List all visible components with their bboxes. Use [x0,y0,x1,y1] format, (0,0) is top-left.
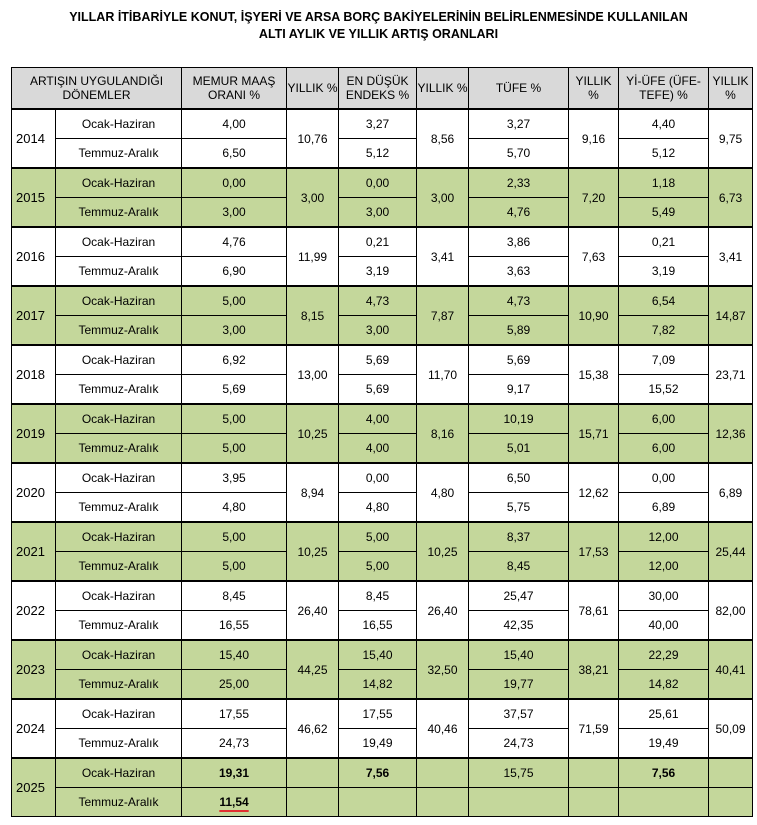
ufe-yillik-empty [709,788,753,817]
year-cell: 2019 [12,404,56,463]
table-row [12,611,753,641]
endeks-yillik: 8,16 [417,404,469,463]
ufe-value: 12,00 [619,552,709,582]
table-body [12,109,753,817]
table-row [12,404,753,434]
period-label: Temmuz-Aralık [56,139,182,169]
endeks-yillik: 11,70 [417,345,469,404]
year-cell: 2021 [12,522,56,581]
highlighted-value: 11,54 [219,795,249,809]
tufe-value: 15,75 [469,758,569,788]
period-label: Ocak-Haziran [56,168,182,198]
ufe-value: 40,00 [619,611,709,641]
table-row [12,670,753,700]
period-label: Ocak-Haziran [56,404,182,434]
ufe-value: 22,29 [619,640,709,670]
ufe-value: 6,00 [619,434,709,464]
header-period: ARTIŞIN UYGULANDIĞI DÖNEMLER [12,68,182,110]
period-label: Temmuz-Aralık [56,493,182,523]
memur-value: 17,55 [182,699,287,729]
period-label: Temmuz-Aralık [56,375,182,405]
endeks-value: 4,73 [339,286,417,316]
ufe-yillik: 50,09 [709,699,753,758]
ufe-value: 5,12 [619,139,709,169]
endeks-value: 16,55 [339,611,417,641]
tufe-value: 42,35 [469,611,569,641]
table-row [12,493,753,523]
memur-value: 5,00 [182,286,287,316]
ufe-value: 0,00 [619,463,709,493]
memur-yillik: 44,25 [287,640,339,699]
period-label: Temmuz-Aralık [56,670,182,700]
table-row [12,434,753,464]
endeks-value: 5,00 [339,552,417,582]
endeks-yillik: 3,41 [417,227,469,286]
year-cell: 2015 [12,168,56,227]
period-label: Temmuz-Aralık [56,788,182,817]
ufe-value: 30,00 [619,581,709,611]
tufe-yillik: 9,16 [569,109,619,168]
memur-value: 4,00 [182,109,287,139]
ufe-yillik: 23,71 [709,345,753,404]
endeks-value: 14,82 [339,670,417,700]
year-cell: 2018 [12,345,56,404]
memur-yillik: 8,94 [287,463,339,522]
endeks-value: 3,19 [339,257,417,287]
ufe-yillik: 3,41 [709,227,753,286]
period-label: Temmuz-Aralık [56,552,182,582]
period-label: Ocak-Haziran [56,286,182,316]
header-en-dusuk-endeks: EN DÜŞÜK ENDEKS % [339,68,417,110]
memur-value: 8,45 [182,581,287,611]
memur-value: 5,69 [182,375,287,405]
memur-value: 4,76 [182,227,287,257]
ufe-yillik: 9,75 [709,109,753,168]
tufe-yillik: 10,90 [569,286,619,345]
tufe-value: 24,73 [469,729,569,759]
period-label: Ocak-Haziran [56,640,182,670]
endeks-yillik: 40,46 [417,699,469,758]
memur-yillik: 46,62 [287,699,339,758]
endeks-value: 0,00 [339,463,417,493]
period-label: Temmuz-Aralık [56,198,182,228]
memur-value: 16,55 [182,611,287,641]
memur-yillik-empty [287,788,339,817]
tufe-value: 5,89 [469,316,569,346]
tufe-value: 8,37 [469,522,569,552]
tufe-value: 5,70 [469,139,569,169]
memur-yillik: 10,25 [287,404,339,463]
header-memur: MEMUR MAAŞ ORANI % [182,68,287,110]
endeks-yillik: 4,80 [417,463,469,522]
endeks-value: 5,12 [339,139,417,169]
endeks-value: 3,00 [339,316,417,346]
memur-yillik [287,758,339,788]
ufe-value: 19,49 [619,729,709,759]
period-label: Ocak-Haziran [56,522,182,552]
ufe-value: 1,18 [619,168,709,198]
memur-value: 5,00 [182,522,287,552]
tufe-value: 3,27 [469,109,569,139]
endeks-yillik: 8,56 [417,109,469,168]
ufe-yillik: 12,36 [709,404,753,463]
ufe-value: 7,09 [619,345,709,375]
tufe-yillik: 71,59 [569,699,619,758]
tufe-yillik: 15,71 [569,404,619,463]
rates-table [11,67,753,817]
table-row [12,758,753,788]
table-row [12,699,753,729]
tufe-value: 10,19 [469,404,569,434]
year-cell: 2022 [12,581,56,640]
year-cell: 2020 [12,463,56,522]
memur-value: 3,95 [182,463,287,493]
endeks-yillik-empty [417,788,469,817]
endeks-yillik: 7,87 [417,286,469,345]
endeks-value: 5,69 [339,345,417,375]
document-title [0,9,757,43]
memur-yillik: 11,99 [287,227,339,286]
tufe-value: 6,50 [469,463,569,493]
table-row [12,788,753,817]
period-label: Temmuz-Aralık [56,434,182,464]
table-row [12,227,753,257]
table-row [12,198,753,228]
memur-yillik: 10,76 [287,109,339,168]
year-cell: 2023 [12,640,56,699]
table-row [12,168,753,198]
memur-value: 6,50 [182,139,287,169]
memur-value: 3,00 [182,198,287,228]
tufe-yillik-empty [569,788,619,817]
title-line-2: ALTI AYLIK VE YILLIK ARTIŞ ORANLARI [258,27,499,41]
ufe-yillik: 6,89 [709,463,753,522]
ufe-value: 6,00 [619,404,709,434]
header-yillik-1: YILLIK % [287,68,339,110]
ufe-yillik: 25,44 [709,522,753,581]
endeks-value: 4,80 [339,493,417,523]
table-row [12,522,753,552]
memur-value: 4,80 [182,493,287,523]
endeks-value: 15,40 [339,640,417,670]
ufe-value: 6,54 [619,286,709,316]
table-row [12,345,753,375]
memur-value: 6,90 [182,257,287,287]
endeks-value: 0,00 [339,168,417,198]
tufe-value: 15,40 [469,640,569,670]
memur-value: 25,00 [182,670,287,700]
period-label: Ocak-Haziran [56,463,182,493]
period-label: Ocak-Haziran [56,581,182,611]
endeks-yillik [417,758,469,788]
endeks-value: 4,00 [339,404,417,434]
ufe-yillik: 6,73 [709,168,753,227]
ufe-yillik: 14,87 [709,286,753,345]
tufe-yillik [569,758,619,788]
tufe-value: 19,77 [469,670,569,700]
endeks-value: 7,56 [339,758,417,788]
header-row [12,68,753,110]
tufe-value: 4,73 [469,286,569,316]
header-yi-ufe: Yİ-ÜFE (ÜFE-TEFE) % [619,68,709,110]
tufe-value: 5,75 [469,493,569,523]
tufe-yillik: 78,61 [569,581,619,640]
table-row [12,581,753,611]
endeks-yillik: 3,00 [417,168,469,227]
endeks-value: 3,00 [339,198,417,228]
ufe-value: 4,40 [619,109,709,139]
endeks-value [339,788,417,817]
ufe-value: 15,52 [619,375,709,405]
table-row [12,257,753,287]
endeks-value: 4,00 [339,434,417,464]
memur-value: 15,40 [182,640,287,670]
period-label: Ocak-Haziran [56,227,182,257]
table-row [12,463,753,493]
year-cell: 2016 [12,227,56,286]
memur-value: 6,92 [182,345,287,375]
tufe-value: 8,45 [469,552,569,582]
period-label: Temmuz-Aralık [56,257,182,287]
period-label: Ocak-Haziran [56,758,182,788]
memur-value [182,788,287,817]
memur-value: 19,31 [182,758,287,788]
endeks-value: 5,00 [339,522,417,552]
memur-yillik: 8,15 [287,286,339,345]
endeks-yillik: 26,40 [417,581,469,640]
table-row [12,552,753,582]
tufe-yillik: 15,38 [569,345,619,404]
table-row [12,286,753,316]
period-label: Temmuz-Aralık [56,611,182,641]
ufe-yillik [709,758,753,788]
period-label: Temmuz-Aralık [56,316,182,346]
endeks-value: 3,27 [339,109,417,139]
ufe-value [619,788,709,817]
endeks-yillik: 32,50 [417,640,469,699]
header-tufe: TÜFE % [469,68,569,110]
tufe-value: 9,17 [469,375,569,405]
ufe-value: 3,19 [619,257,709,287]
ufe-value: 5,49 [619,198,709,228]
period-label: Ocak-Haziran [56,109,182,139]
memur-yillik: 10,25 [287,522,339,581]
tufe-value: 3,63 [469,257,569,287]
memur-value: 5,00 [182,552,287,582]
endeks-value: 17,55 [339,699,417,729]
endeks-value: 5,69 [339,375,417,405]
tufe-value: 2,33 [469,168,569,198]
year-cell: 2024 [12,699,56,758]
memur-value: 5,00 [182,434,287,464]
memur-value: 3,00 [182,316,287,346]
title-line-1: YILLAR İTİBARİYLE KONUT, İŞYERİ VE ARSA BORÇ BAKİYELERİNİN BELİRLENMESİNDE KULLANILAN [69,10,688,24]
endeks-value: 19,49 [339,729,417,759]
year-cell: 2017 [12,286,56,345]
year-cell: 2025 [12,758,56,817]
tufe-value: 4,76 [469,198,569,228]
ufe-value: 6,89 [619,493,709,523]
ufe-value: 25,61 [619,699,709,729]
memur-value: 0,00 [182,168,287,198]
table-row [12,640,753,670]
tufe-value [469,788,569,817]
period-label: Ocak-Haziran [56,345,182,375]
ufe-value: 12,00 [619,522,709,552]
memur-yillik: 3,00 [287,168,339,227]
memur-value: 5,00 [182,404,287,434]
tufe-yillik: 7,63 [569,227,619,286]
period-label: Temmuz-Aralık [56,729,182,759]
tufe-yillik: 12,62 [569,463,619,522]
header-yillik-2: YILLIK % [417,68,469,110]
tufe-yillik: 7,20 [569,168,619,227]
ufe-yillik: 82,00 [709,581,753,640]
table-row [12,729,753,759]
table-row [12,316,753,346]
table-row [12,109,753,139]
header-yillik-3: YILLIK % [569,68,619,110]
tufe-value: 5,01 [469,434,569,464]
ufe-value: 7,82 [619,316,709,346]
tufe-value: 3,86 [469,227,569,257]
tufe-value: 5,69 [469,345,569,375]
tufe-value: 37,57 [469,699,569,729]
endeks-value: 8,45 [339,581,417,611]
year-cell: 2014 [12,109,56,168]
tufe-value: 25,47 [469,581,569,611]
memur-yillik: 13,00 [287,345,339,404]
memur-yillik: 26,40 [287,581,339,640]
table-row [12,139,753,169]
endeks-value: 0,21 [339,227,417,257]
ufe-value: 14,82 [619,670,709,700]
ufe-value: 0,21 [619,227,709,257]
header-yillik-4: YILLIK % [709,68,753,110]
ufe-value: 7,56 [619,758,709,788]
endeks-yillik: 10,25 [417,522,469,581]
memur-value: 24,73 [182,729,287,759]
table-row [12,375,753,405]
tufe-yillik: 38,21 [569,640,619,699]
ufe-yillik: 40,41 [709,640,753,699]
tufe-yillik: 17,53 [569,522,619,581]
period-label: Ocak-Haziran [56,699,182,729]
